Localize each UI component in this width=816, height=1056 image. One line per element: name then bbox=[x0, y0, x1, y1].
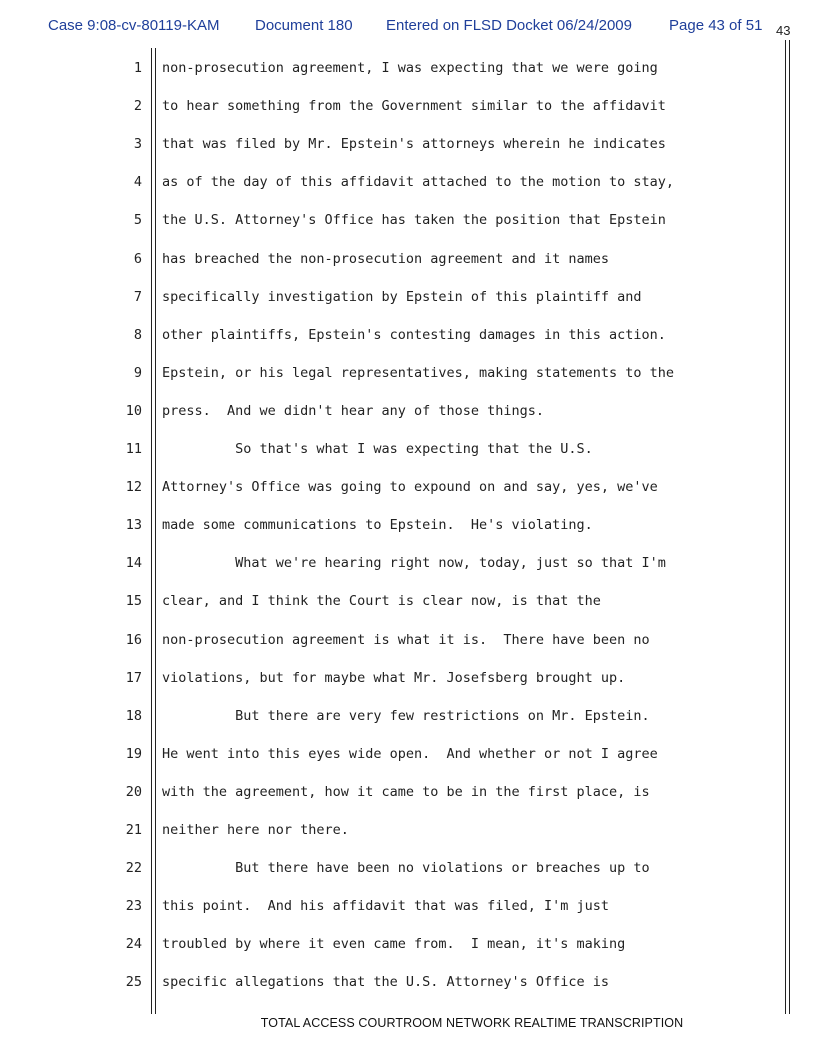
line-text: to hear something from the Government similar to the affidavit bbox=[162, 98, 666, 115]
line-text: made some communications to Epstein. He's violating. bbox=[162, 517, 593, 534]
line-text: the U.S. Attorney's Office has taken the position that Epstein bbox=[162, 212, 666, 229]
docket-header bbox=[48, 17, 808, 41]
line-text: has breached the non-prosecution agreement and it names bbox=[162, 250, 610, 267]
line-text: But there are very few restrictions on Mr. Epstein. bbox=[162, 707, 650, 724]
line-number: 17 bbox=[125, 669, 142, 686]
line-number: 7 bbox=[133, 288, 142, 305]
line-number: 21 bbox=[125, 822, 142, 838]
line-text: non-prosecution agreement, I was expecting that we were going bbox=[162, 60, 658, 76]
transcript-footer: TOTAL ACCESS COURTROOM NETWORK REALTIME TRANSCRIPTION bbox=[260, 1016, 684, 1030]
line-number: 3 bbox=[133, 136, 142, 153]
line-text: clear, and I think the Court is clear now, is that the bbox=[162, 593, 601, 610]
right-margin-rule-inner bbox=[789, 40, 790, 1014]
line-text: Epstein, or his legal representatives, making statements to the bbox=[162, 364, 675, 381]
line-text: troubled by where it even came from. I mean, it's making bbox=[162, 936, 626, 953]
line-text: this point. And his affidavit that was filed, I'm just bbox=[162, 898, 610, 915]
case-number: Case 9:08-cv-80119-KAM bbox=[48, 17, 220, 34]
line-text: neither here nor there. bbox=[162, 822, 349, 838]
right-margin-rule bbox=[785, 40, 786, 1014]
line-number: 24 bbox=[125, 936, 142, 953]
line-number: 16 bbox=[125, 631, 142, 648]
line-text: violations, but for maybe what Mr. Josefsberg brought up. bbox=[162, 669, 626, 686]
line-number: 10 bbox=[125, 402, 142, 419]
line-text: other plaintiffs, Epstein's contesting damages in this action. bbox=[162, 326, 666, 343]
line-number: 4 bbox=[133, 174, 142, 191]
line-text: He went into this eyes wide open. And whether or not I agree bbox=[162, 745, 658, 762]
line-number: 2 bbox=[133, 98, 142, 115]
line-text: press. And we didn't hear any of those things. bbox=[162, 402, 545, 419]
line-number: 5 bbox=[133, 212, 142, 229]
line-number: 1 bbox=[133, 60, 142, 76]
line-text: with the agreement, how it came to be in the first place, is bbox=[162, 783, 650, 800]
line-text: So that's what I was expecting that the U.S. bbox=[162, 441, 593, 457]
left-margin-rule bbox=[151, 48, 152, 1014]
left-margin-rule-inner bbox=[155, 48, 156, 1014]
line-number: 25 bbox=[125, 974, 142, 991]
line-number: 23 bbox=[125, 898, 142, 915]
line-number: 8 bbox=[133, 326, 142, 343]
line-number: 18 bbox=[125, 707, 142, 724]
line-number: 19 bbox=[125, 745, 142, 762]
line-number: 14 bbox=[125, 555, 142, 572]
line-number: 20 bbox=[125, 783, 142, 800]
line-number: 13 bbox=[125, 517, 142, 534]
page-number: 43 bbox=[776, 23, 791, 38]
line-number: 9 bbox=[133, 364, 142, 381]
line-number: 11 bbox=[125, 441, 142, 457]
line-text: non-prosecution agreement is what it is. There have been no bbox=[162, 631, 650, 648]
line-number: 22 bbox=[125, 860, 142, 877]
line-text: that was filed by Mr. Epstein's attorneys wherein he indicates bbox=[162, 136, 666, 153]
line-number: 15 bbox=[125, 593, 142, 610]
docket-entry-date: Entered on FLSD Docket 06/24/2009 bbox=[386, 17, 632, 34]
document-number: Document 180 bbox=[255, 17, 353, 34]
line-text: What we're hearing right now, today, just so that I'm bbox=[162, 555, 666, 572]
line-number: 6 bbox=[133, 250, 142, 267]
line-text: specifically investigation by Epstein of this plaintiff and bbox=[162, 288, 642, 305]
page-of-total: Page 43 of 51 bbox=[669, 17, 763, 34]
line-text: specific allegations that the U.S. Attorney's Office is bbox=[162, 974, 610, 991]
line-text: as of the day of this affidavit attached to the motion to stay, bbox=[162, 174, 675, 191]
line-text: But there have been no violations or breaches up to bbox=[162, 860, 650, 877]
line-number: 12 bbox=[125, 479, 142, 496]
line-text: Attorney's Office was going to expound on and say, yes, we've bbox=[162, 479, 658, 496]
